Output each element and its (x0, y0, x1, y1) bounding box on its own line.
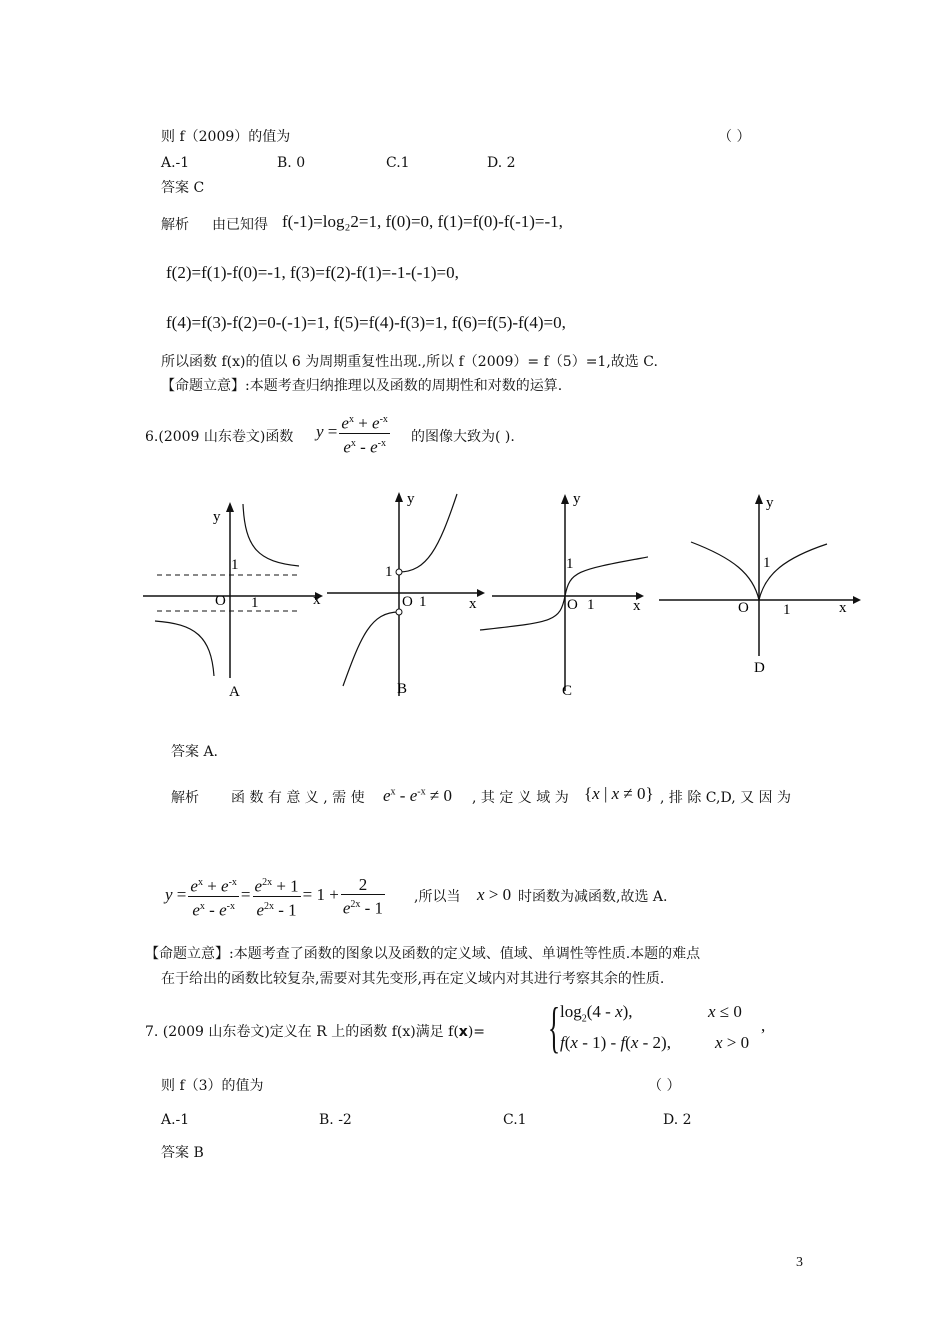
q6-analysis-label: 解析 (171, 790, 199, 806)
q6-analysis-expr-1: $e^x - e^{-x} \ne 0$ (383, 786, 452, 805)
q6-prefix: 6.(2009 山东卷文)函数 (145, 429, 294, 445)
q5-answer: 答案 C (161, 180, 205, 196)
graph-a-one-x: 1 (251, 595, 259, 611)
q7-piecewise-brace: { (548, 997, 561, 1059)
q5-option-b: B. 0 (277, 155, 306, 171)
q7-option-c: C.1 (503, 1112, 527, 1128)
graph-b-y-label: y (407, 491, 415, 507)
q6-derivation-formula: y = $\frac{e^x + e^{-x}}{e^x - e^{-x}}$ = $\frac{e^{2x} + 1}{e^{2x} - 1}$ = 1 + $\frac{2}{e^{2x} - 1}$ (165, 874, 384, 920)
q7-option-b: B. -2 (319, 1112, 352, 1128)
q5-equation-line-3: f(4)=f(3)-f(2)=0-(-1)=1, f(5)=f(4)-f(3)=1, f(6)=f(5)-f(4)=0, (166, 313, 566, 332)
q7-option-d: D. 2 (663, 1112, 692, 1128)
q5-equation-line-2: f(2)=f(1)-f(0)=-1, f(3)=f(2)-f(1)=-1-(-1)=0, (166, 263, 459, 282)
q6-result-condition: x > 0 (477, 885, 512, 904)
q7-answer-paren: （ ） (648, 1078, 681, 1094)
q5-question: 则 f（2009）的值为 (161, 129, 291, 145)
q6-intent-line-1: 【命题立意】:本题考查了函数的图象以及函数的定义域、值域、单调性等性质.本题的难点 (145, 946, 701, 962)
graph-b-one-y: 1 (385, 564, 393, 580)
q7-answer: 答案 B (161, 1145, 204, 1161)
q6-result-text: ,所以当 (414, 889, 461, 905)
q6-answer: 答案 A. (171, 744, 219, 760)
graph-a (143, 486, 323, 701)
q5-option-a: A.-1 (161, 155, 190, 171)
page-number: 3 (796, 1255, 803, 1270)
graph-a-y-label: y (213, 509, 221, 525)
graph-a-x-label: x (313, 592, 321, 608)
q6-analysis-text-c: , 排 除 C,D, 又 因 为 (660, 790, 791, 806)
q7-comma: , (761, 1016, 766, 1035)
graph-a-one-y: 1 (231, 557, 239, 573)
q6-domain-set: {x | x ≠ 0} (584, 784, 654, 803)
graph-d-label: D (754, 660, 765, 676)
q5-analysis-intro: 由已知得 (212, 217, 268, 233)
graph-d (655, 486, 865, 681)
q7-prefix: 7. (2009 山东卷文)定义在 R 上的函数 f(x)满足 f(x)= (145, 1024, 486, 1040)
q5-equation-line-1: f(-1)=log₂2=1, f(0)=0, f(1)=f(0)-f(-1)=-1, (282, 212, 563, 231)
q6-analysis-text-a: 函 数 有 意 义 , 需 使 (231, 790, 365, 806)
q5-analysis-label: 解析 (161, 217, 189, 233)
q5-conclusion: 所以函数 f(x)的值以 6 为周期重复性出现.,所以 f（2009）= f（5）=1,故选 C. (161, 354, 658, 370)
q6-suffix: 的图像大致为( ). (411, 429, 515, 445)
graph-c-y-label: y (573, 491, 581, 507)
q7-piece-2: f(x - 1) - f(x - 2), (560, 1033, 671, 1052)
q6-intent-line-2: 在于给出的函数比较复杂,需要对其先变形,再在定义域内对其进行考察其余的性质. (161, 971, 665, 987)
graph-b-one-x: 1 (419, 594, 427, 610)
graph-c-one-y: 1 (566, 556, 574, 572)
graph-d-one-y: 1 (763, 555, 771, 571)
graph-d-origin: O (738, 600, 749, 616)
graph-a-origin: O (215, 593, 226, 609)
q7-question: 则 f（3）的值为 (161, 1078, 264, 1094)
q5-option-d: D. 2 (487, 155, 516, 171)
graph-b-x-label: x (469, 596, 477, 612)
graph-c (478, 486, 648, 701)
graph-a-label: A (229, 684, 240, 700)
graph-c-x-label: x (633, 598, 641, 614)
q6-result-text-2: 时函数为减函数,故选 A. (518, 889, 668, 905)
graph-c-one-x: 1 (587, 597, 595, 613)
q7-piece-1-cond: x ≤ 0 (708, 1002, 742, 1021)
graph-d-one-x: 1 (783, 602, 791, 618)
graph-b-label: B (397, 681, 408, 697)
graph-d-y-label: y (766, 495, 774, 511)
q5-intent: 【命题立意】:本题考查归纳推理以及函数的周期性和对数的运算. (161, 378, 563, 394)
graph-b-origin: O (402, 594, 413, 610)
q7-piece-2-cond: x > 0 (715, 1033, 750, 1052)
q6-function-formula: y = $\frac{e^x + e^{-x}}{e^x - e^{-x}}$ (316, 410, 392, 456)
q5-answer-paren: （ ） (718, 129, 751, 145)
graph-b (327, 486, 487, 701)
q6-analysis-text-b: , 其 定 义 域 为 (472, 790, 569, 806)
q7-piece-1: $\log_2(4 - x)$, (560, 1002, 633, 1025)
q7-option-a: A.-1 (161, 1112, 190, 1128)
graph-c-origin: O (567, 597, 578, 613)
graph-c-label: C (562, 683, 573, 699)
graph-d-x-label: x (839, 600, 847, 616)
q5-option-c: C.1 (386, 155, 410, 171)
